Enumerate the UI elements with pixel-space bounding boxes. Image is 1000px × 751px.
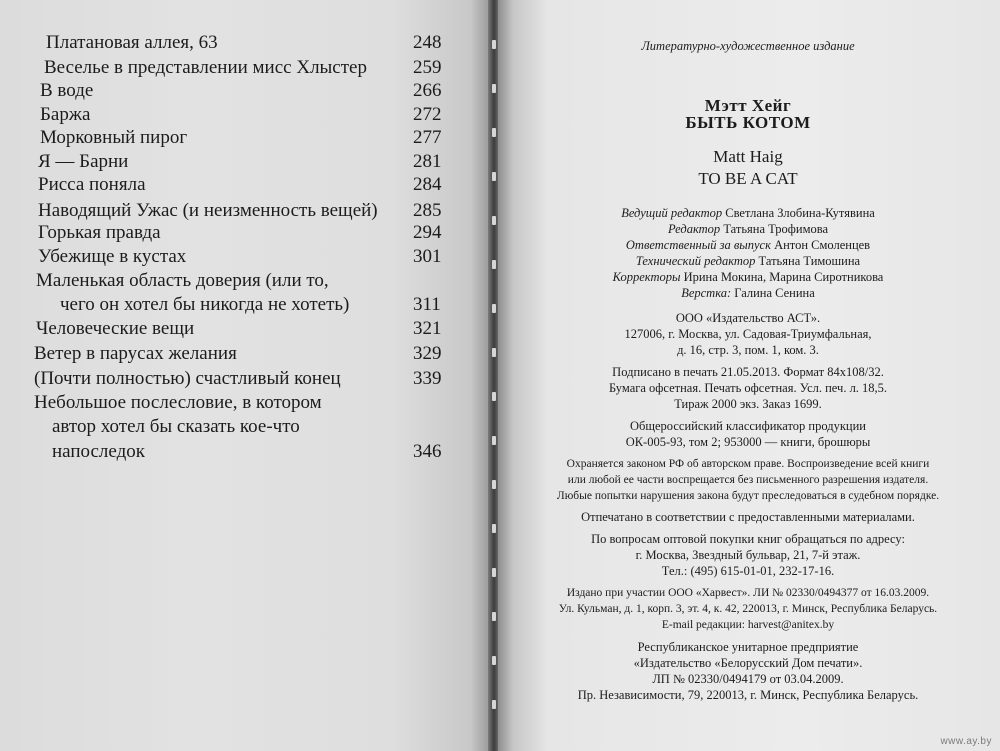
credit-name: Светлана Злобина-Кутявина bbox=[725, 206, 875, 220]
credit-line bbox=[528, 253, 968, 269]
print-info-line: Бумага офсетная. Печать офсетная. Усл. печ. л. 18,5. bbox=[608, 381, 888, 395]
printer-line: Пр. Независимости, 79, 220013, г. Минск, Республика Беларусь. bbox=[577, 688, 919, 702]
credit-role: Верстка: bbox=[681, 286, 732, 300]
toc-entry-title: чего он хотел бы никогда не хотеть) bbox=[60, 294, 350, 315]
stitch-mark bbox=[492, 304, 496, 313]
toc-entry-page: 248 bbox=[413, 32, 442, 53]
credit-line bbox=[528, 285, 968, 301]
toc-entry-title: Горькая правда bbox=[38, 222, 161, 243]
partner-line: Издано при участии ООО «Харвест». ЛИ № 02330/0494377 от 16.03.2009. bbox=[566, 587, 930, 599]
toc-entry bbox=[0, 220, 490, 246]
toc-entry bbox=[0, 341, 490, 367]
stitch-mark bbox=[492, 524, 496, 533]
credit-name: Татьяна Тимошина bbox=[758, 254, 861, 268]
credit-line bbox=[528, 237, 968, 253]
toc-entry-page: 321 bbox=[413, 318, 442, 339]
title-ru: БЫТЬ КОТОМ bbox=[685, 113, 811, 132]
toc-entry-page: 339 bbox=[413, 368, 442, 389]
credit-name: Ирина Мокина, Марина Сиротникова bbox=[683, 270, 884, 284]
stitch-mark bbox=[492, 480, 496, 489]
copyright-line: Любые попытки нарушения закона будут преследоваться в судебном порядке. bbox=[556, 490, 940, 502]
print-info-line: Подписано в печать 21.05.2013. Формат 84х108/32. bbox=[612, 365, 884, 379]
right-page-imprint bbox=[498, 0, 1000, 751]
author-ru: Мэтт Хейг bbox=[704, 96, 792, 115]
toc-entry-title: (Почти полностью) счастливый конец bbox=[34, 368, 341, 389]
toc-entry-page: 272 bbox=[413, 104, 442, 125]
table-of-contents bbox=[0, 0, 490, 751]
copyright-line: Охраняется законом РФ об авторском праве. Воспроизведение всей книги bbox=[566, 458, 930, 470]
watermark: www.ay.by bbox=[940, 736, 992, 747]
toc-entry-page: 329 bbox=[413, 343, 442, 364]
toc-entry bbox=[0, 390, 490, 416]
toc-entry-page: 301 bbox=[413, 246, 442, 267]
toc-entry-title: Ветер в парусах желания bbox=[34, 343, 237, 364]
partner-line: Ул. Кульман, д. 1, корп. 3, эт. 4, к. 42, 220013, г. Минск, Республика Беларусь. bbox=[558, 603, 938, 615]
credit-role: Редактор bbox=[667, 222, 721, 236]
toc-entry-title: В воде bbox=[40, 80, 94, 101]
stitch-mark bbox=[492, 612, 496, 621]
print-info-line: Тираж 2000 экз. Заказ 1699. bbox=[674, 397, 822, 411]
credit-name: Антон Смоленцев bbox=[774, 238, 871, 252]
credit-line bbox=[528, 205, 968, 221]
toc-entry-title: напоследок bbox=[52, 441, 145, 462]
toc-entry-title: Небольшое послесловие, в котором bbox=[34, 392, 322, 413]
publisher-line: 127006, г. Москва, ул. Садовая-Триумфальная, bbox=[624, 327, 872, 341]
toc-entry-title: Платановая аллея, 63 bbox=[46, 32, 218, 53]
toc-entry-page: 259 bbox=[413, 57, 442, 78]
wholesale-line: Тел.: (495) 615-01-01, 232-17-16. bbox=[661, 564, 835, 578]
toc-entry-title: автор хотел бы сказать кое-что bbox=[52, 416, 300, 437]
credit-role: Ведущий редактор bbox=[621, 206, 723, 220]
toc-entry bbox=[0, 292, 490, 318]
imprint-block bbox=[498, 0, 1000, 751]
stitch-mark bbox=[492, 40, 496, 49]
publisher-line: ООО «Издательство АСТ». bbox=[675, 311, 821, 325]
credit-role: Корректоры bbox=[612, 270, 681, 284]
wholesale-line: г. Москва, Звездный бульвар, 21, 7-й этаж. bbox=[635, 548, 861, 562]
toc-entry-page: 285 bbox=[413, 200, 442, 221]
toc-entry bbox=[0, 244, 490, 270]
toc-entry bbox=[0, 172, 490, 198]
credit-line bbox=[528, 269, 968, 285]
author-en: Matt Haig bbox=[713, 147, 783, 166]
stitch-mark bbox=[492, 348, 496, 357]
printer-line: ЛП № 02330/0494179 от 03.04.2009. bbox=[652, 672, 844, 686]
toc-entry-title: Маленькая область доверия (или то, bbox=[36, 270, 329, 291]
stitch-mark bbox=[492, 216, 496, 225]
toc-entry-page: 346 bbox=[413, 441, 442, 462]
toc-entry-title: Человеческие вещи bbox=[36, 318, 195, 339]
toc-entry-title: Морковный пирог bbox=[40, 127, 188, 148]
stitch-mark bbox=[492, 128, 496, 137]
binding-stitches bbox=[490, 0, 498, 751]
toc-entry-page: 294 bbox=[413, 222, 442, 243]
toc-entry bbox=[0, 78, 490, 104]
printer-line: «Издательство «Белорусский Дом печати». bbox=[633, 656, 863, 670]
copyright-line: или любой ее части воспрещается без письменного разрешения издателя. bbox=[567, 474, 929, 486]
toc-entry-page: 311 bbox=[413, 294, 441, 315]
publisher-line: д. 16, стр. 3, пом. 1, ком. 3. bbox=[677, 343, 819, 357]
stitch-mark bbox=[492, 260, 496, 269]
toc-entry-page: 284 bbox=[413, 174, 442, 195]
edition-type: Литературно-художественное издание bbox=[641, 39, 855, 53]
printer-line: Республиканское унитарное предприятие bbox=[637, 640, 859, 654]
credit-role: Ответственный за выпуск bbox=[625, 238, 771, 252]
toc-entry-title: Рисса поняла bbox=[38, 174, 146, 195]
title-en: TO BE A CAT bbox=[698, 169, 798, 188]
partner-line: E-mail редакции: harvest@anitex.by bbox=[661, 619, 835, 631]
toc-entry-page: 277 bbox=[413, 127, 442, 148]
stitch-mark bbox=[492, 392, 496, 401]
credit-role: Технический редактор bbox=[635, 254, 756, 268]
toc-entry-title: Я — Барни bbox=[38, 151, 129, 172]
toc-entry bbox=[0, 414, 490, 440]
toc-entry bbox=[0, 366, 490, 392]
toc-entry bbox=[0, 125, 490, 151]
stitch-mark bbox=[492, 568, 496, 577]
toc-entry bbox=[0, 268, 490, 294]
credit-name: Галина Сенина bbox=[734, 286, 815, 300]
credit-name: Татьяна Трофимова bbox=[723, 222, 829, 236]
toc-entry bbox=[0, 30, 490, 56]
toc-entry bbox=[0, 439, 490, 465]
credit-line bbox=[528, 221, 968, 237]
toc-entry-page: 266 bbox=[413, 80, 442, 101]
toc-entry-title: Баржа bbox=[40, 104, 91, 125]
classifier-line: Общероссийский классификатор продукции bbox=[629, 419, 867, 433]
toc-entry-title: Убежище в кустах bbox=[38, 246, 187, 267]
classifier-line: ОК-005-93, том 2; 953000 — книги, брошюры bbox=[625, 435, 871, 449]
toc-entry-page: 281 bbox=[413, 151, 442, 172]
toc-entry-title: Веселье в представлении мисс Хлыстер bbox=[44, 57, 367, 78]
stitch-mark bbox=[492, 700, 496, 709]
left-page-contents bbox=[0, 0, 490, 751]
stitch-mark bbox=[492, 656, 496, 665]
stitch-mark bbox=[492, 84, 496, 93]
wholesale-line: По вопросам оптовой покупки книг обращаться по адресу: bbox=[591, 532, 905, 546]
printed-note: Отпечатано в соответствии с предоставленными материалами. bbox=[581, 510, 915, 524]
stitch-mark bbox=[492, 172, 496, 181]
stitch-mark bbox=[492, 436, 496, 445]
toc-entry-title: Наводящий Ужас (и неизменность вещей) bbox=[38, 200, 378, 221]
toc-entry bbox=[0, 316, 490, 342]
